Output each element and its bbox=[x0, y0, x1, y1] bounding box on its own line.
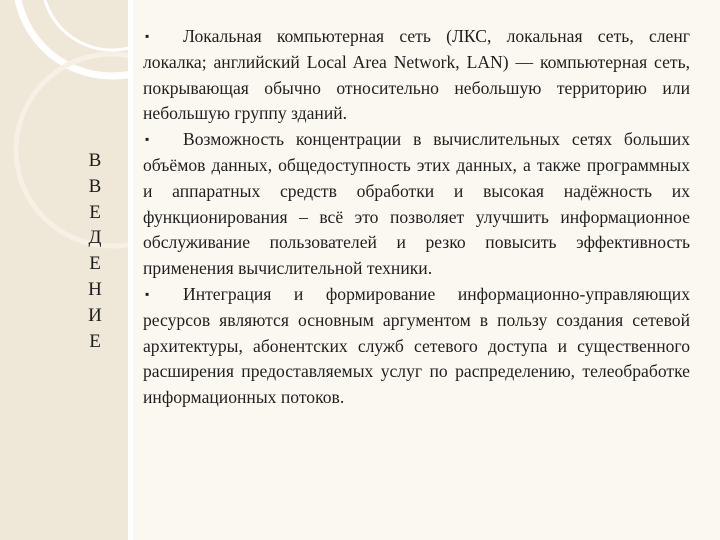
bullet-square-icon: ▪ bbox=[145, 132, 150, 147]
bullet-square-icon: ▪ bbox=[145, 286, 150, 301]
title-letter: В bbox=[88, 175, 102, 197]
title-letter: Е bbox=[89, 201, 101, 223]
bullet-paragraph-data-concentration bbox=[143, 127, 690, 282]
decorative-arcs bbox=[0, 0, 128, 540]
bullet-square-icon: ▪ bbox=[145, 29, 150, 43]
title-letter: И bbox=[88, 304, 102, 326]
paragraph-text: Интеграция и формирование информационно-управляющих ресурсов являются основным аргументом в пользу создания сетевой архитектуры, абонентских служб сетевого доступа и существенного расширения предоставляемых услуг по распределению, телеобработке информационных потоков. bbox=[143, 283, 690, 408]
title-letter: Е bbox=[89, 330, 101, 352]
title-letter: В bbox=[88, 150, 102, 171]
title-letter: Д bbox=[88, 227, 102, 249]
slide-body bbox=[143, 24, 690, 411]
decorative-arc-inner bbox=[42, 0, 128, 50]
bullet-paragraph-resource-integration bbox=[143, 282, 690, 411]
paragraph-text: Локальная компьютерная сеть (ЛКС, локальная сеть, сленг локалка; английский Local Area Network, LAN) — компьютерная сеть, покрывающая обычно относительно небольшую территорию или небольшую группу зданий. bbox=[143, 26, 690, 124]
bullet-paragraph-lan-definition bbox=[143, 24, 690, 127]
decorative-arc-lower bbox=[16, 54, 128, 246]
title-letter: Н bbox=[88, 278, 102, 300]
title-letter: Е bbox=[89, 253, 101, 275]
vertical-slide-title bbox=[84, 148, 106, 354]
paragraph-text: Возможность концентрации в вычислительных сетях больших объёмов данных, общедоступность этих данных, а также программных и аппаратных средств обработки и высокая надёжность их функционирования – всё это позволяет улучшить информационное обслуживание пользователей и резко повысить эффективность применения вычислительной техники. bbox=[143, 129, 690, 279]
band-divider bbox=[128, 0, 133, 540]
